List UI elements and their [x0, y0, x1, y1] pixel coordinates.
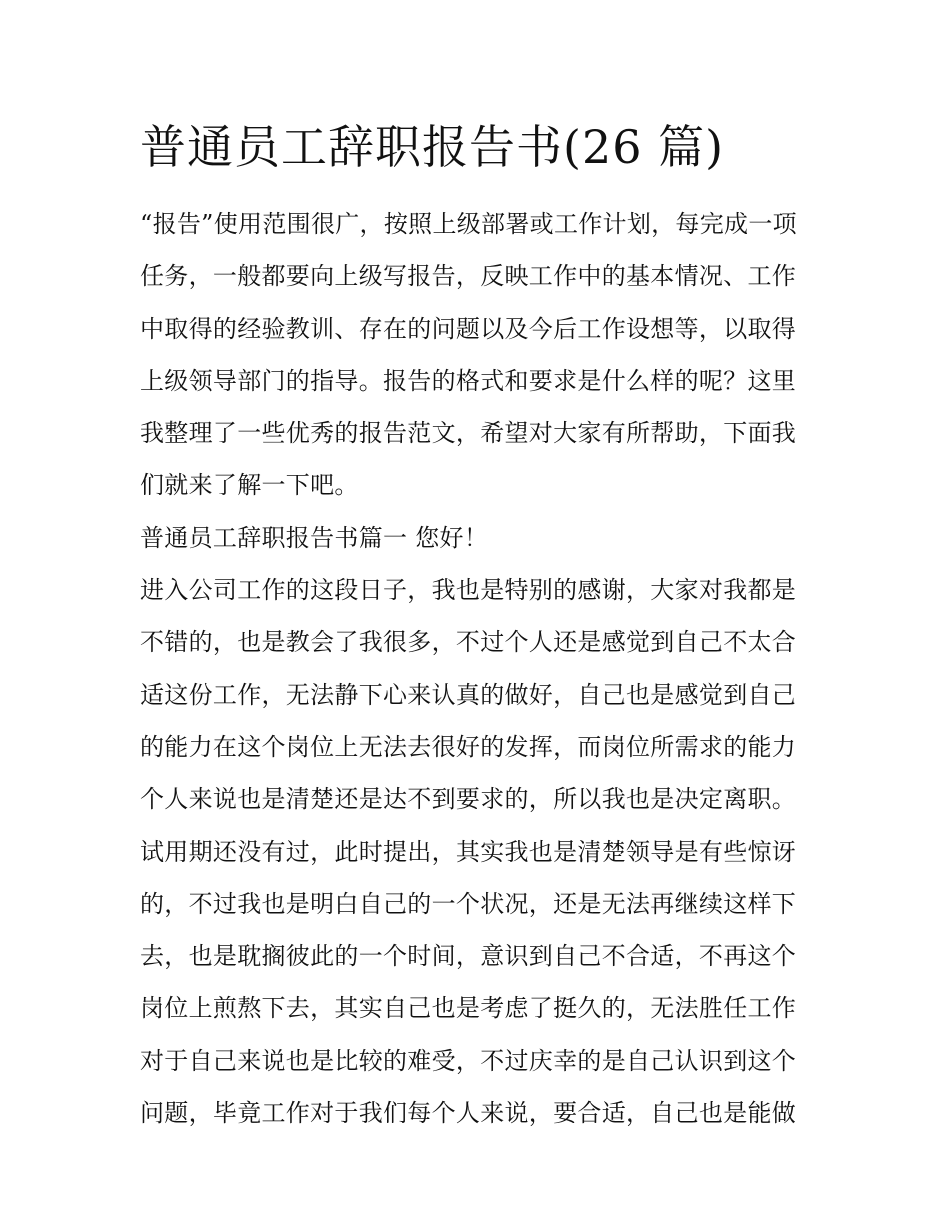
body-line: 去，也是耽搁彼此的一个时间，意识到自己不合适，不再这个	[140, 942, 797, 971]
body-line: “报告”使用范围很广，按照上级部署或工作计划，每完成一项	[140, 210, 797, 238]
body-line: 适这份工作，无法静下心来认真的做好，自己也是感觉到自己	[140, 680, 797, 709]
body-line: 对于自己来说也是比较的难受，不过庆幸的是自己认识到这个	[140, 1046, 797, 1075]
body-line: 我整理了一些优秀的报告范文，希望对大家有所帮助，下面我	[140, 419, 797, 448]
body-line: 的，不过我也是明白自己的一个状况，还是无法再继续这样下	[140, 889, 797, 918]
body-line: 中取得的经验教训、存在的问题以及今后工作设想等，以取得	[140, 314, 797, 343]
body-line: 问题，毕竟工作对于我们每个人来说，要合适，自己也是能做	[140, 1099, 797, 1128]
body-line: 进入公司工作的这段日子，我也是特别的感谢，大家对我都是	[140, 576, 797, 605]
body-line: 不错的，也是教会了我很多，不过个人还是感觉到自己不太合	[140, 628, 797, 657]
body-line: 们就来了解一下吧。	[140, 471, 359, 500]
section-heading: 普通员工辞职报告书篇一 您好！	[140, 523, 489, 552]
body-line: 试用期还没有过，此时提出，其实我也是清楚领导是有些惊讶	[140, 837, 797, 866]
document-body	[140, 198, 820, 1139]
body-line: 任务，一般都要向上级写报告，反映工作中的基本情况、工作	[140, 262, 797, 291]
document-title: 普通员工辞职报告书(26 篇)	[140, 120, 725, 174]
body-line: 的能力在这个岗位上无法去很好的发挥，而岗位所需求的能力	[140, 732, 797, 761]
body-line: 个人来说也是清楚还是达不到要求的，所以我也是决定离职。	[140, 785, 797, 814]
body-line: 上级领导部门的指导。报告的格式和要求是什么样的呢？这里	[140, 366, 797, 395]
body-line: 岗位上煎熬下去，其实自己也是考虑了挺久的，无法胜任工作	[140, 994, 797, 1023]
